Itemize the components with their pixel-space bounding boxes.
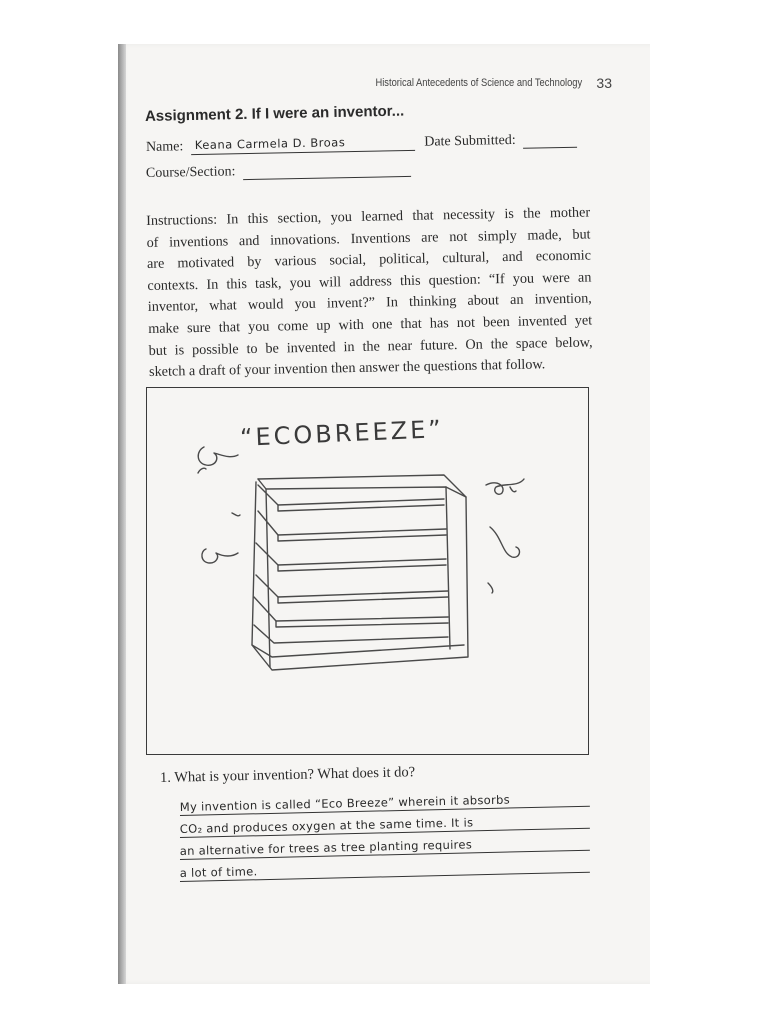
- instructions-paragraph: [146, 202, 593, 383]
- wind-swirl: [486, 479, 524, 494]
- date-field[interactable]: [523, 133, 577, 149]
- assignment-title: Assignment 2. If I were an inventor...: [144, 102, 405, 125]
- name-label: Name:: [145, 139, 184, 155]
- wind-mark: [232, 513, 240, 516]
- wind-swirl: [490, 527, 519, 557]
- invention-name-label: “ECOBREEZE”: [239, 415, 445, 452]
- louver: [256, 575, 448, 597]
- question-1: 1. What is your invention? What does it do?: [159, 764, 416, 786]
- wind-swirl: [198, 447, 238, 465]
- louver: [278, 597, 448, 603]
- instructions-line: sketch a draft of your invention then answer the questions that follow.: [148, 356, 546, 381]
- wind-mark: [488, 583, 493, 593]
- answer-line[interactable]: My invention is called “Eco Breeze” wherein it absorbs: [180, 791, 590, 816]
- name-value: Keana Carmela D. Broas: [194, 135, 346, 153]
- louver: [278, 565, 446, 571]
- book-title: Historical Antecedents of Science and Technology: [375, 77, 583, 89]
- instructions-line: of inventions and innovations. Inventions are not simply made, but: [146, 226, 591, 251]
- louver: [256, 543, 446, 565]
- instructions-line: contexts. In this task, you will address this question: “If you were an: [147, 269, 592, 294]
- device-right-inner: [446, 487, 450, 649]
- course-label: Course/Section:: [145, 164, 236, 181]
- louver: [254, 625, 448, 643]
- course-field[interactable]: [243, 162, 411, 180]
- louver: [258, 511, 446, 535]
- wind-mark: [198, 468, 206, 473]
- running-header: [372, 72, 612, 94]
- instructions-line: make sure that you come up with one that has not been invented yet: [148, 312, 593, 337]
- date-label: Date Submitted:: [424, 132, 516, 150]
- book-spine-shadow: [118, 44, 126, 984]
- device-bottom-edge: [252, 645, 464, 657]
- louver: [276, 621, 448, 627]
- louver: [278, 505, 444, 511]
- wind-mark: [510, 487, 516, 492]
- instructions-line: Instructions: In this section, you learned that necessity is the mother: [146, 204, 591, 229]
- answer-line[interactable]: CO₂ and produces oxygen at the same time. It is: [180, 813, 590, 838]
- answer-line[interactable]: an alternative for trees as tree planting requires: [180, 835, 590, 860]
- instructions-line: inventor, what would you invent?” In thinking about an invention,: [147, 290, 592, 316]
- page-number: 33: [596, 75, 612, 91]
- instructions-line: are motivated by various social, political, cultural, and economic: [146, 247, 592, 273]
- louver: [278, 535, 446, 541]
- instructions-line: but is possible to be invented in the near future. On the space below,: [148, 334, 593, 359]
- answer-line[interactable]: a lot of time.: [180, 857, 590, 882]
- device-left-inner: [266, 489, 270, 667]
- wind-swirl: [202, 549, 238, 563]
- device-top-edge: [258, 479, 466, 497]
